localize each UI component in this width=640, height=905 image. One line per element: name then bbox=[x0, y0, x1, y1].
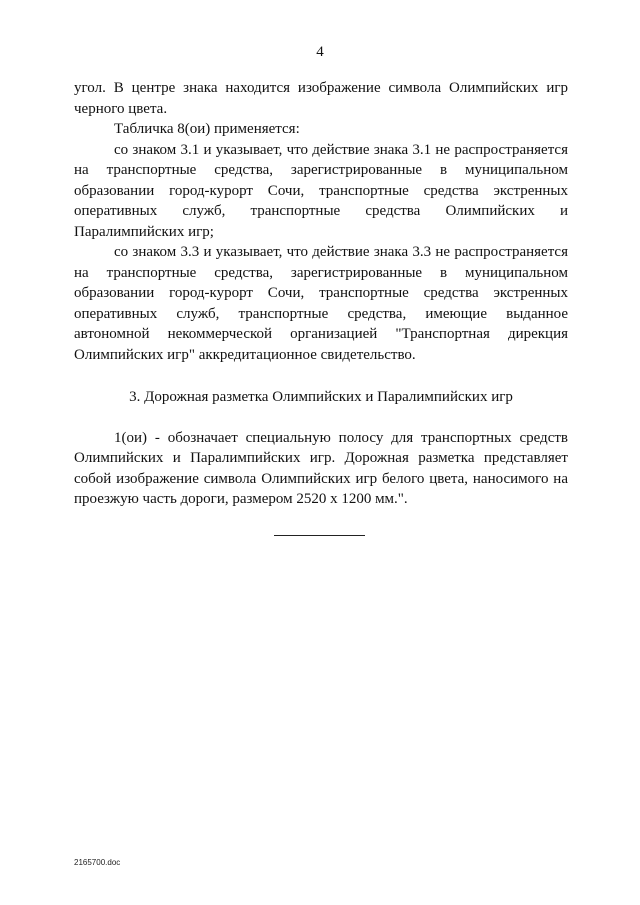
closing-rule-divider bbox=[274, 535, 365, 536]
document-body bbox=[74, 78, 568, 510]
paragraph-road-marking: 1(ои) - обозначает специальную полосу для транспортных средств Олимпийских и Паралимпийских игр. Дорожная разметка представляет собой изображение символа Олимпийских игр белого цвета, наносимого на проезжую часть дороги, размером 2520 х 1200 мм.". bbox=[74, 429, 568, 507]
paragraph-plate-intro: Табличка 8(ои) применяется: bbox=[114, 121, 300, 137]
page-number: 4 bbox=[316, 44, 324, 60]
paragraph-sign-3-3: со знаком 3.3 и указывает, что действие знака 3.3 не распространяется на транспортные средства, зарегистрированные в муниципальном образовании город-курорт Сочи, транспортные средства экстренных оперативных служб, транспортные средства, имеющие выданное автономной некоммерческой организацией "Транспортная дирекция Олимпийских игр" аккредитационное свидетельство. bbox=[74, 244, 568, 363]
paragraph-sign-3-1: со знаком 3.1 и указывает, что действие знака 3.1 не распространяется на транспортные средства, зарегистрированные в муниципальном образовании город-курорт Сочи, транспортные средства экстренных оперативных служб, транспортные средства Олимпийских и Паралимпийских игр; bbox=[74, 141, 568, 240]
paragraph-sign-description-end: угол. В центре знака находится изображение символа Олимпийских игр черного цвета. bbox=[74, 80, 568, 117]
section-heading: 3. Дорожная разметка Олимпийских и Паралимпийских игр bbox=[129, 389, 513, 405]
document-filename: 2165700.doc bbox=[74, 858, 121, 867]
